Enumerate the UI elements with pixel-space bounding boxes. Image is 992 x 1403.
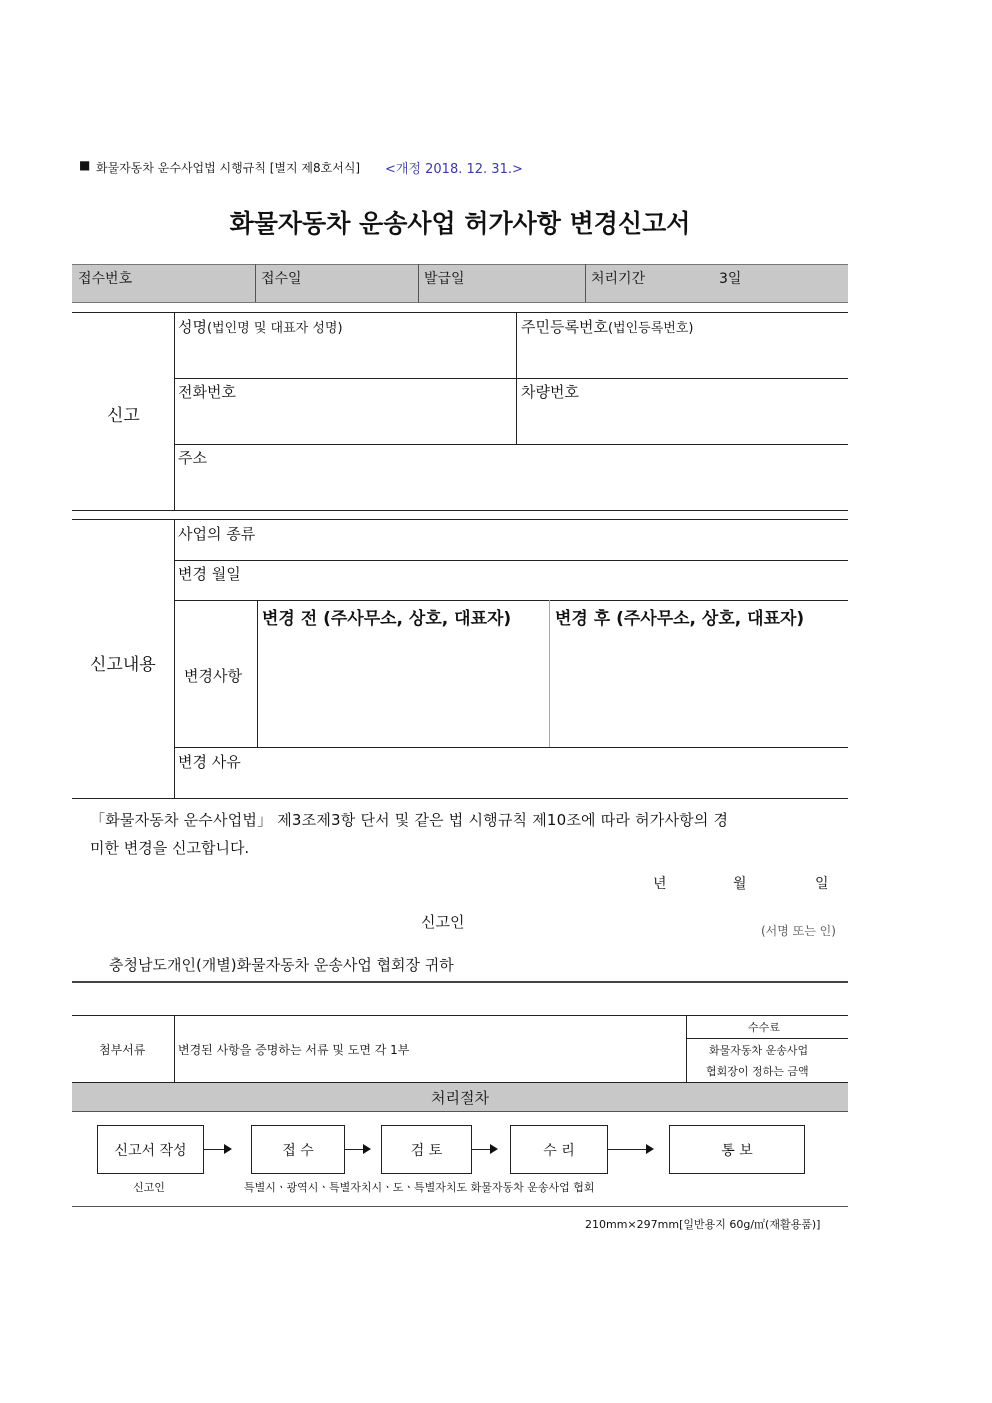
arrow-3-head (490, 1144, 498, 1154)
paper-spec: 210mm×297mm[일반용지 60g/㎡(재활용품)] (585, 1218, 821, 1231)
step-notify (669, 1125, 805, 1174)
date-day-label[interactable]: 일 (815, 876, 829, 892)
processing-period-label: 처리기간 (591, 271, 646, 287)
arrow-4 (608, 1149, 646, 1150)
address-field[interactable]: 주소 (178, 449, 207, 467)
actor-applicant: 신고인 (133, 1181, 165, 1194)
resident-id-note: (법인등록번호) (607, 321, 694, 336)
step-write-form (97, 1125, 204, 1174)
before-change-field[interactable]: 변경 전 (주사무소, 상호, 대표자) (262, 609, 512, 629)
step-receipt-label: 접 수 (282, 1142, 314, 1159)
reporter-label: 신고인 (421, 913, 465, 931)
applicant-section-label: 신고 (107, 406, 140, 426)
change-items-label: 변경사항 (184, 667, 242, 685)
processing-period-value: 3일 (719, 271, 742, 287)
arrow-1 (204, 1149, 224, 1150)
business-type-field[interactable]: 사업의 종류 (178, 525, 256, 543)
phone-field[interactable]: 전화번호 (178, 383, 236, 401)
vehicle-number-field[interactable]: 차량번호 (521, 383, 579, 401)
receipt-number-label: 접수번호 (78, 271, 133, 287)
step-accept-label: 수 리 (543, 1142, 575, 1159)
step-review (381, 1125, 472, 1174)
actor-authority: 특별시ㆍ광역시ㆍ특별자치시ㆍ도ㆍ특별자치도 화물자동차 운송사업 협회 (244, 1181, 595, 1194)
receipt-date-label: 접수일 (261, 271, 302, 287)
arrow-2-head (363, 1144, 371, 1154)
step-accept (510, 1125, 608, 1174)
arrow-3 (472, 1149, 490, 1150)
form-bullet: ■ (79, 158, 91, 172)
attachments-content: 변경된 사항을 증명하는 서류 및 도면 각 1부 (178, 1043, 410, 1057)
form-reference: 화물자동차 운수사업법 시행규칙 [별지 제8호서식] (96, 161, 361, 175)
date-year-label[interactable]: 년 (653, 876, 667, 892)
step-write-form-label: 신고서 작성 (114, 1142, 187, 1159)
step-receipt (251, 1125, 345, 1174)
after-change-field[interactable]: 변경 후 (주사무소, 상호, 대표자) (555, 609, 805, 629)
addressee: 충청남도개인(개별)화물자동차 운송사업 협회장 귀하 (109, 956, 454, 974)
procedure-title: 처리절차 (431, 1089, 489, 1107)
declaration-line-1: 「화물자동차 운수사업법」 제3조제3항 단서 및 같은 법 시행규칙 제10조에 따라 허가사항의 경 (90, 811, 729, 829)
declaration-line-2: 미한 변경을 신고합니다. (90, 839, 250, 857)
name-field[interactable] (178, 316, 343, 337)
resident-id-label: 주민등록번호 (521, 318, 608, 336)
step-notify-label: 통 보 (721, 1142, 753, 1159)
report-content-section-label: 신고내용 (90, 655, 156, 675)
signature-field[interactable]: (서명 또는 인) (761, 924, 836, 938)
fee-line-2: 협회장이 정하는 금액 (706, 1065, 809, 1078)
fee-line-1: 화물자동차 운송사업 (709, 1044, 809, 1057)
change-reason-field[interactable]: 변경 사유 (178, 753, 241, 771)
page-title: 화물자동차 운송사업 허가사항 변경신고서 (229, 209, 691, 238)
resident-id-field[interactable] (521, 316, 693, 337)
arrow-2 (345, 1149, 363, 1150)
date-month-label[interactable]: 월 (733, 876, 747, 892)
section-divider (72, 981, 848, 983)
step-review-label: 검 토 (410, 1142, 443, 1159)
name-note: (법인명 및 대표자 성명) (206, 321, 343, 336)
name-label: 성명 (178, 318, 207, 336)
attachments-label: 첨부서류 (99, 1043, 146, 1057)
change-date-field[interactable]: 변경 월일 (178, 565, 241, 583)
issue-date-label: 발급일 (424, 271, 465, 287)
arrow-1-head (224, 1144, 232, 1154)
arrow-4-head (646, 1144, 654, 1154)
revision-note: <개정 2018. 12. 31.> (385, 162, 523, 177)
fee-label: 수수료 (748, 1021, 780, 1034)
